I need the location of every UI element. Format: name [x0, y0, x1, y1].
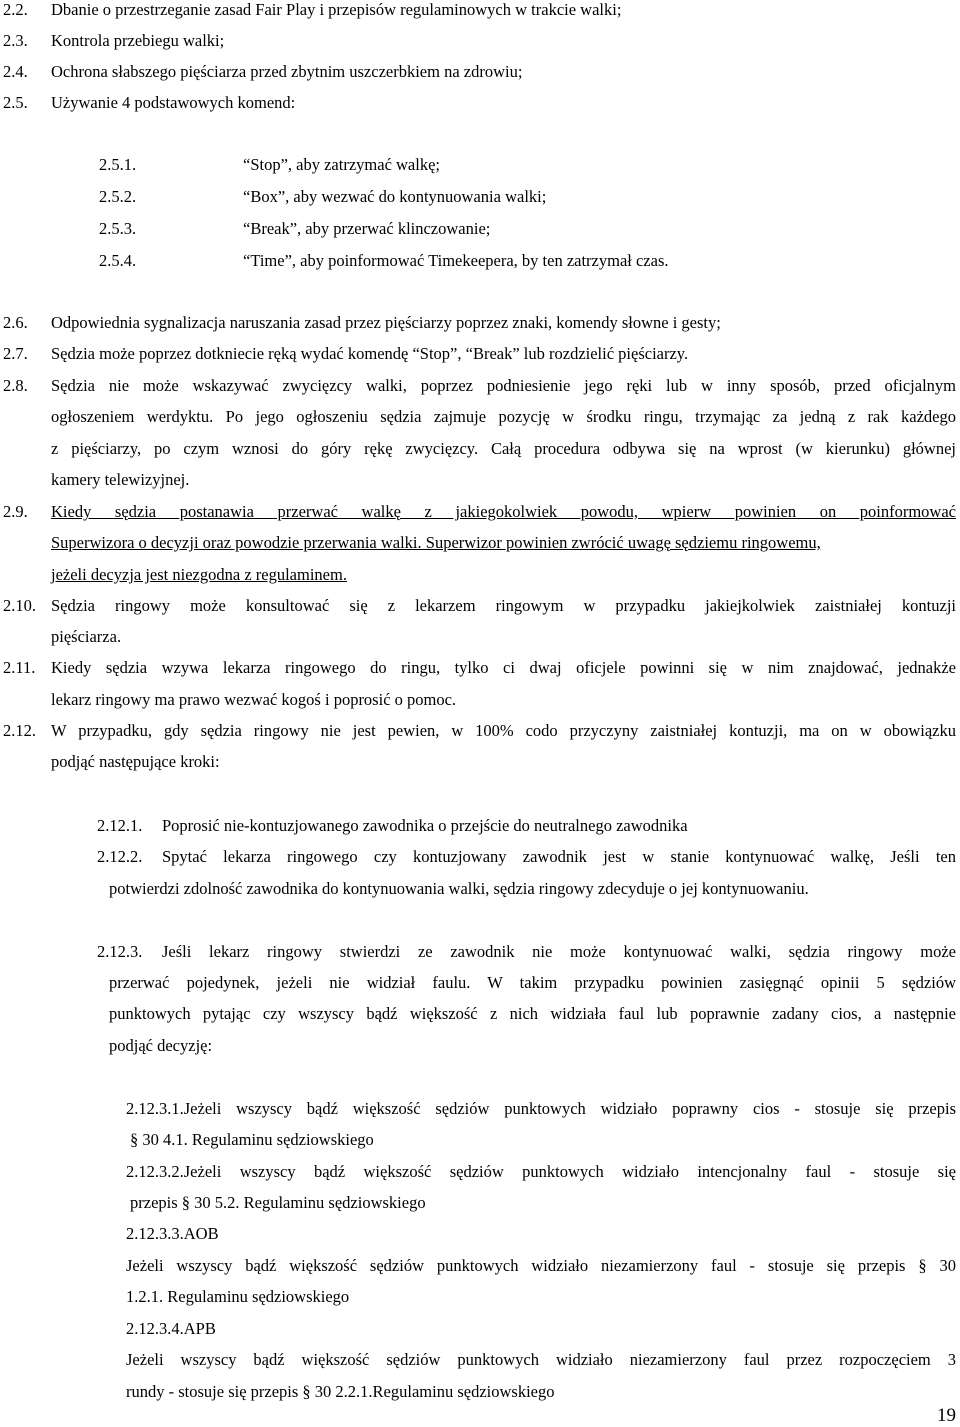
paragraph-line: Sędzia nie może wskazywać zwycięzcy walki, poprzez podniesienie jego ręki lub w inny sposób, przed oficjalnym [51, 376, 956, 395]
paragraph-line-mixed [51, 533, 821, 553]
subitem-line: punktowych pytając czy wszyscy bądź większość z nich widziała faul lub poprawnie zadany cios, a następnie [109, 1004, 956, 1023]
item-text: Używanie 4 podstawowych komend: [51, 93, 296, 112]
subitem-number: 2.12.3. [97, 942, 143, 961]
paragraph-number: 2.6. [3, 313, 28, 332]
subsubitem-line: 2.12.3.1.Jeżeli wszyscy bądź większość sędziów punktowych widziało poprawny cios - stosuje się przepis [126, 1099, 956, 1118]
item-text: Ochrona słabszego pięściarza przed zbytnim uszczerbkiem na zdrowiu; [51, 62, 523, 81]
subitem-line: Jeśli lekarz ringowy stwierdzi ze zawodnik nie może kontynuować walki, sędzia ringowy może [162, 942, 956, 961]
paragraph-line: z pięściarzy, po czym wznosi do góry rękę zwycięzcy. Całą procedura odbywa się na wprost (w kierunku) głównej [51, 439, 956, 458]
command-text: “Stop”, aby zatrzymać walkę; [243, 155, 440, 174]
subitem-line: potwierdzi zdolność zawodnika do kontynuowania walki, sędzia ringowy zdecyduje o jej kontynuowaniu. [109, 879, 809, 898]
paragraph-number: 2.9. [3, 502, 28, 521]
subsubitem-line: Jeżeli wszyscy bądź większość sędziów punktowych widziało niezamierzony faul - stosuje się przepis § 30 [126, 1256, 956, 1275]
subsubitem-line: 1.2.1. Regulaminu sędziowskiego [126, 1287, 350, 1306]
paragraph-line: Sędzia ringowy może konsultować się z lekarzem ringowym w przypadku jakiejkolwiek zaistniałej kontuzji [51, 596, 956, 615]
command-number: 2.5.1. [99, 155, 137, 174]
underlined-text: Superwizora o decyzji oraz powodzie przerwania walki. [51, 533, 422, 552]
paragraph-text: Odpowiednia sygnalizacja naruszania zasad przez pięściarzy poprzez znaki, komendy słowne i gesty; [51, 313, 721, 332]
subitem-number: 2.12.1. [97, 816, 143, 835]
subitem-line: przerwać pojedynek, jeżeli nie widział faulu. W takim przypadku powinien zasięgnąć opinii 5 sędziów [109, 973, 956, 992]
paragraph-number: 2.8. [3, 376, 28, 395]
subsubitem-line: Jeżeli wszyscy bądź większość sędziów punktowych widziało niezamierzony faul przez rozpoczęciem 3 [126, 1350, 956, 1369]
command-text: “Break”, aby przerwać klinczowanie; [243, 219, 491, 238]
paragraph-line: ogłoszeniem werdyktu. Po jego ogłoszeniu sędzia zajmuje pozycję w środku ringu, trzymając za jedną z rak każdego [51, 407, 956, 426]
item-text: Dbanie o przestrzeganie zasad Fair Play i przepisów regulaminowych w trakcie walki; [51, 0, 622, 19]
command-number: 2.5.2. [99, 187, 137, 206]
item-number: 2.4. [3, 62, 28, 81]
paragraph-number: 2.12. [3, 721, 36, 740]
paragraph-text: Sędzia może poprzez dotkniecie ręką wydać komendę “Stop”, “Break” lub rozdzielić pięściarzy. [51, 344, 689, 363]
subitem-line: Spytać lekarza ringowego czy kontuzjowany zawodnik jest w stanie kontynuować walkę, Jeśli ten [162, 847, 956, 866]
paragraph-line: Kiedy sędzia wzywa lekarza ringowego do ringu, tylko ci dwaj oficjele powinni się w nim znajdować, jednakże [51, 658, 956, 677]
subitem-line: podjąć decyzję: [109, 1036, 213, 1055]
subsubitem-line: 2.12.3.2.Jeżeli wszyscy bądź większość sędziów punktowych widziało intencjonalny faul - stosuje się [126, 1162, 956, 1181]
paragraph-number: 2.11. [3, 658, 36, 677]
subitem-text: Poprosić nie-kontuzjowanego zawodnika o przejście do neutralnego zawodnika [162, 816, 688, 835]
paragraph-line: pięściarza. [51, 627, 122, 646]
item-number: 2.3. [3, 31, 28, 50]
subsubitem-line: § 30 4.1. Regulaminu sędziowskiego [130, 1130, 374, 1149]
subsubitem-line: rundy - stosuje się przepis § 30 2.2.1.Regulaminu sędziowskiego [126, 1382, 555, 1401]
command-number: 2.5.3. [99, 219, 137, 238]
paragraph-number: 2.7. [3, 344, 28, 363]
subsubitem-heading: 2.12.3.3.AOB [126, 1224, 219, 1243]
paragraph-number: 2.10. [3, 596, 36, 615]
paragraph-line: lekarz ringowy ma prawo wezwać kogoś i poprosić o pomoc. [51, 690, 457, 709]
subsubitem-heading: 2.12.3.4.APB [126, 1319, 216, 1338]
paragraph-line: W przypadku, gdy sędzia ringowy nie jest pewien, w 100% codo przyczyny zaistniałej kontuzji, ma on w obowiązku [51, 721, 956, 740]
paragraph-line: kamery telewizyjnej. [51, 470, 190, 489]
item-number: 2.2. [3, 0, 28, 19]
item-number: 2.5. [3, 93, 28, 112]
page-number: 19 [937, 1405, 956, 1426]
subsubitem-line: przepis § 30 5.2. Regulaminu sędziowskiego [130, 1193, 426, 1212]
command-text: “Time”, aby poinformować Timekeepera, by ten zatrzymał czas. [243, 251, 669, 270]
subitem-number: 2.12.2. [97, 847, 143, 866]
paragraph-line-underlined: Kiedy sędzia postanawia przerwać walkę z jakiegokolwiek powodu, wpierw powinien on poinformować [51, 502, 956, 521]
paragraph-line-underlined: jeżeli decyzja jest niezgodna z regulaminem. [51, 565, 347, 584]
underlined-text: Superwizor powinien zwrócić uwagę sędziemu ringowemu, [421, 533, 821, 552]
command-number: 2.5.4. [99, 251, 137, 270]
paragraph-line: podjąć następujące kroki: [51, 752, 220, 771]
command-text: “Box”, aby wezwać do kontynuowania walki; [243, 187, 547, 206]
item-text: Kontrola przebiegu walki; [51, 31, 225, 50]
